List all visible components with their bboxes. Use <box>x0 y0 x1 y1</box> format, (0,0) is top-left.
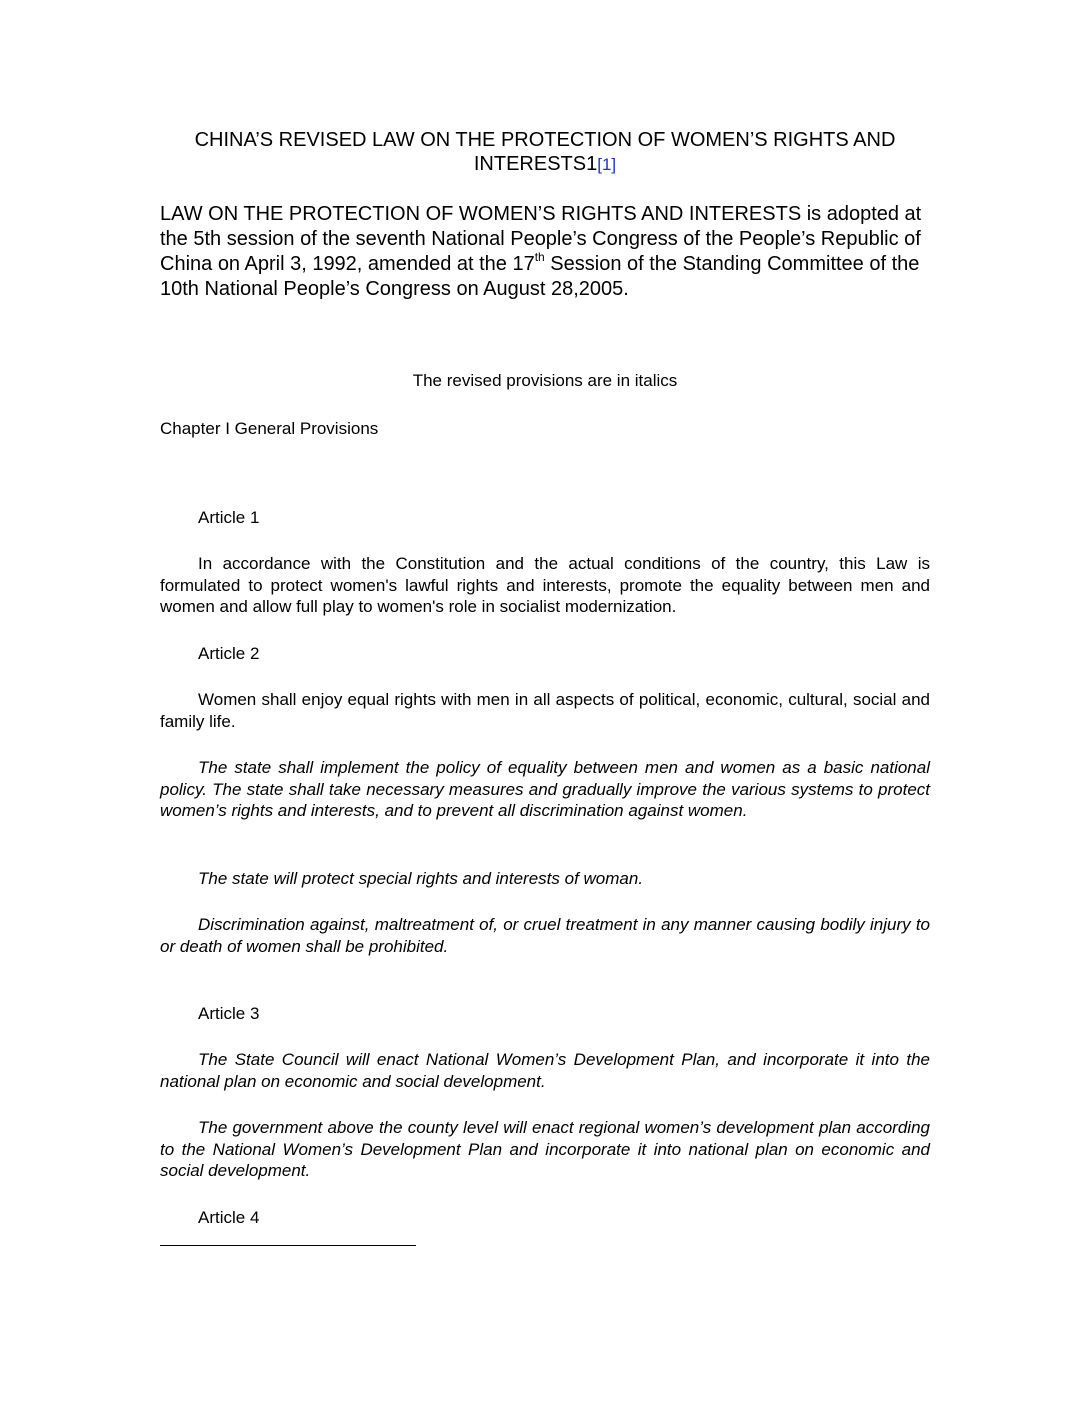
intro-text-part2: Session of the Standing Committee of the 10th National People’s Congress on August 28,2005. <box>160 253 920 300</box>
intro-text-part1: LAW ON THE PROTECTION OF WOMEN’S RIGHTS AND INTERESTS is adopted at the 5th session of the seventh National People’s Congress of the People’s Republic of China on April 3, 1992, amended at the 17 <box>160 203 922 275</box>
article-2-paragraph-1: Women shall enjoy equal rights with men in all aspects of political, economic, cultural, social and family life. <box>160 690 930 731</box>
document-title <box>160 128 930 177</box>
article-2-paragraph-3: The state will protect special rights and interests of woman. <box>198 869 644 888</box>
footnote-separator-rule <box>160 1245 416 1246</box>
article-3-paragraph-2: The government above the county level will enact regional women’s development plan according to the National Women’s Development Plan and incorporate it into national plan on economic and social development. <box>160 1118 930 1180</box>
document-title-text: CHINA’S REVISED LAW ON THE PROTECTION OF WOMEN’S RIGHTS AND INTERESTS1 <box>194 129 896 175</box>
article-3-paragraph-1: The State Council will enact National Women’s Development Plan, and incorporate it into the national plan on economic and social development. <box>160 1050 930 1091</box>
footnote-reference-link[interactable]: [1] <box>597 155 617 174</box>
article-2-paragraph-2: The state shall implement the policy of equality between men and women as a basic national policy. The state shall take necessary measures and gradually improve the various systems to protect women’s rights and interests, and to prevent all discrimination against women. <box>160 758 930 820</box>
chapter-heading: Chapter I General Provisions <box>160 419 379 438</box>
article-3-heading: Article 3 <box>198 1004 260 1023</box>
italics-note: The revised provisions are in italics <box>412 371 678 390</box>
article-1-heading: Article 1 <box>198 508 260 527</box>
article-2-heading: Article 2 <box>198 644 260 663</box>
intro-paragraph <box>160 202 940 302</box>
article-4-heading: Article 4 <box>198 1208 260 1227</box>
intro-superscript: th <box>534 250 545 264</box>
article-2-paragraph-4: Discrimination against, maltreatment of, or cruel treatment in any manner causing bodily injury to or death of women shall be prohibited. <box>160 915 930 956</box>
article-1-paragraph-1: In accordance with the Constitution and the actual conditions of the country, this Law is formulated to protect women's lawful rights and interests, promote the equality between men and women and allow full play to women's role in socialist modernization. <box>160 554 930 616</box>
